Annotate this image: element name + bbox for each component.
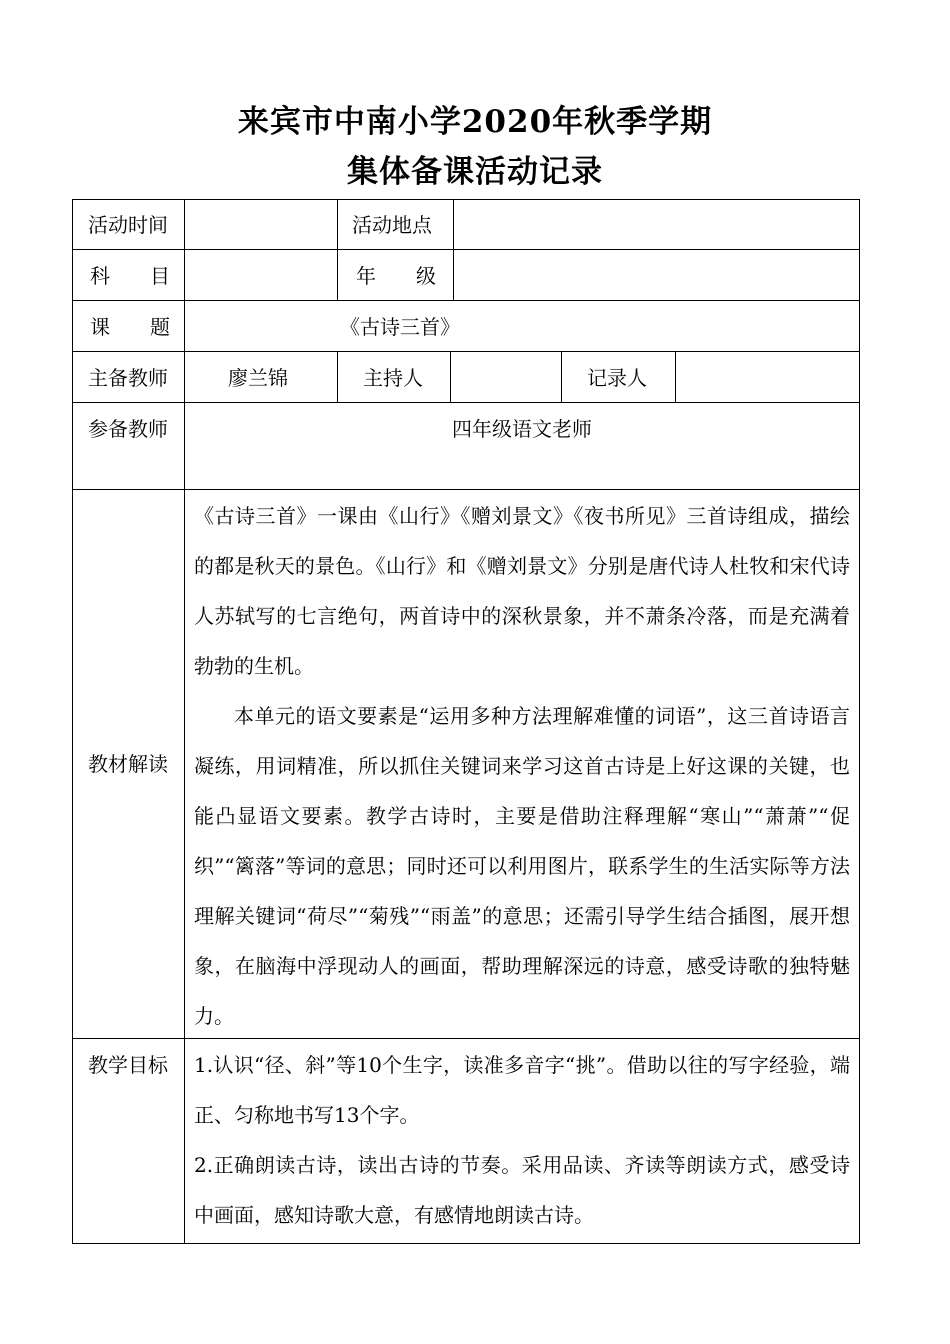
column-divider xyxy=(561,351,562,402)
value-main-teacher: 廖兰锦 xyxy=(228,366,288,390)
label-material-interpretation: 教材解读 xyxy=(88,752,168,776)
row-divider xyxy=(72,300,860,301)
value-topic: 《古诗三首》 xyxy=(340,315,460,339)
goal-item-2: 2.正确朗读古诗，读出古诗的节奏。采用品读、齐读等朗读方式，感受诗中画面，感知诗歌大意，有感情地朗读古诗。 xyxy=(194,1153,850,1227)
label-activity-place: 活动地点 xyxy=(352,213,432,237)
value-participants: 四年级语文老师 xyxy=(452,417,592,441)
row-divider xyxy=(72,402,860,403)
material-paragraph-2: 本单元的语文要素是“运用多种方法理解难懂的词语”，这三首诗语言凝练，用词精准，所以抓住关键词来学习这首古诗是上好这课的关键，也能凸显语文要素。教学古诗时，主要是借助注释理解“寒山”“萧萧”“促织”“篱落”等词的意思；同时还可以利用图片，联系学生的生活实际等方法理解关键词“荷尽”“菊残”“雨盖”的意思；还需引导学生结合插图，展开想象，在脑海中浮现动人的画面，帮助理解深远的诗意，感受诗歌的独特魅力。 xyxy=(194,704,850,1028)
column-divider xyxy=(337,199,338,300)
label-recorder: 记录人 xyxy=(587,366,647,390)
label-teaching-goals: 教学目标 xyxy=(88,1053,168,1077)
label-grade: 年 级 xyxy=(356,264,436,288)
column-divider xyxy=(337,351,338,402)
row-divider xyxy=(72,351,860,352)
column-divider xyxy=(450,351,451,402)
goal-item-1: 1.认识“径、斜”等10个生字，读准多音字“挑”。借助以往的写字经验，端正、匀称地书写13个字。 xyxy=(194,1053,850,1127)
document-subtitle: 集体备课活动记录 xyxy=(347,154,603,190)
row-divider xyxy=(72,489,860,490)
row-divider xyxy=(72,249,860,250)
column-divider xyxy=(675,351,676,402)
label-main-teacher: 主备教师 xyxy=(88,366,168,390)
column-divider xyxy=(184,199,185,1244)
document-title: 来宾市中南小学2020年秋季学期 xyxy=(237,104,713,140)
label-topic: 课 题 xyxy=(90,315,170,339)
material-paragraph-1: 《古诗三首》一课由《山行》《赠刘景文》《夜书所见》三首诗组成，描绘的都是秋天的景色。《山行》和《赠刘景文》分别是唐代诗人杜牧和宋代诗人苏轼写的七言绝句，两首诗中的深秋景象，并不萧条冷落，而是充满着勃勃的生机。 xyxy=(194,504,850,678)
label-host: 主持人 xyxy=(363,366,423,390)
column-divider xyxy=(453,199,454,300)
label-activity-time: 活动时间 xyxy=(88,213,168,237)
label-subject: 科 目 xyxy=(90,264,170,288)
label-participants: 参备教师 xyxy=(88,417,168,441)
